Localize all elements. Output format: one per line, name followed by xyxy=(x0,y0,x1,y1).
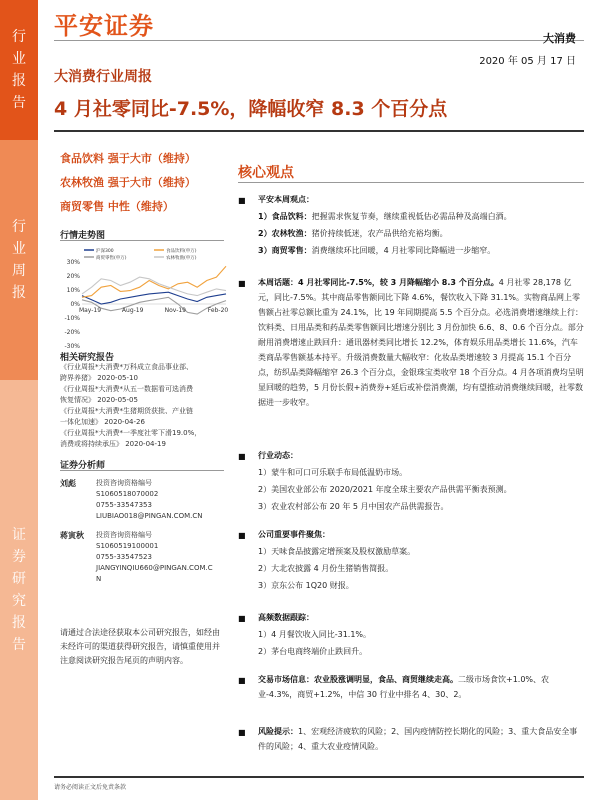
rating-agri: 农林牧渔 强于大市（维持） xyxy=(60,176,196,189)
item-label: 1）食品饮料： xyxy=(258,212,312,221)
band-char: 行 xyxy=(12,29,26,45)
rating-food: 食品饮料 强于大市（维持） xyxy=(60,152,196,165)
section-head: 高频数据跟踪： xyxy=(258,613,314,622)
section-head: 风险提示： xyxy=(258,727,298,736)
band-char: 报 xyxy=(12,73,26,89)
list-item: 3）京东公布 1Q20 财报。 xyxy=(258,581,354,590)
section-industry xyxy=(258,448,584,514)
analyst-line: 0755-33547353 xyxy=(96,501,152,509)
y-tick-label: 10% xyxy=(66,287,80,294)
list-item: 1）4 月餐饮收入同比-31.1%。 xyxy=(258,630,372,639)
ref-line[interactable]: 《行业周报*大消费*生猪期货获批、产业链 xyxy=(60,407,193,415)
band-char: 证 xyxy=(12,527,26,543)
y-tick-label: -30% xyxy=(64,343,80,350)
analyst-line: 投资咨询资格编号 xyxy=(96,531,152,539)
y-tick-label: -10% xyxy=(64,315,80,322)
section-market xyxy=(258,672,584,702)
analyst-email[interactable]: LIUBIAO018@PINGAN.COM.CN xyxy=(96,512,203,520)
analysts-rule xyxy=(60,470,224,471)
x-tick-label: May-19 xyxy=(78,307,102,314)
list-item: 3）农业农村部公布 20 年 5 月中国农产品供需报告。 xyxy=(258,502,449,511)
report-category: 大消费 xyxy=(543,32,576,45)
analyst-info xyxy=(96,478,226,522)
item-text: 把握需求恢复节奏，继续重视低估必需品种及高端白酒。 xyxy=(311,212,512,221)
report-subtitle: 大消费行业周报 xyxy=(54,69,152,85)
section-head: 平安本周观点： xyxy=(258,195,314,204)
analyst-name: 蒋寅秋 xyxy=(60,531,84,540)
bullet-icon: ■ xyxy=(238,452,246,461)
section-head: 交易市场信息：农业股涨调明显，食品、商贸继续走高。 xyxy=(258,675,458,684)
analyst-info xyxy=(96,530,226,585)
x-tick-label: Feb-20 xyxy=(207,307,229,314)
report-date: 2020 年 05 月 17 日 xyxy=(479,56,576,67)
section-week xyxy=(258,192,584,258)
side-band-top xyxy=(0,0,38,140)
band-char: 行 xyxy=(12,219,26,235)
ref-line: 消费或将持续承压》 2020-04-19 xyxy=(60,440,166,448)
section-text: 二级市场食饮+1.0%、农业-4.3%，商贸+1.2%，中信 30 行业中排名 4、30、2。 xyxy=(258,675,550,699)
section-text: 4 月社零 28,178 亿元，同比-7.5%。其中商品零售额同比下降 4.6%，餐饮收入下降 31.1%。实物商品网上零售额占社零总额比重为 24.1%，比 19 年同期提高 5.5 个百分点。必选消费增速继续上行：饮料类、日用品类和药品类零售额同比增速分别比 3 月份加快 6.6、8、0.6 个百分点。部分耐用消费增速止跌回升：通讯器材类同比增长 12.2%，体育娱乐用品类增长 11.6%，汽车类商品零售额基本持平。升级消费数量大幅收窄：化妆品类增速较 3 月提高 15.1 个百分点，纺织品类降幅缩窄 26.3 个百分点，金银珠宝类收窄 18 个百分点。4 月各项消费均呈明显回暖的趋势，5 月份长假+消费券+延后或补偿消费潮，均有望推动消费继续回暖，社零数据进一步收窄。 xyxy=(258,278,584,407)
bullet-icon: ■ xyxy=(238,196,246,205)
item-label: 3）商贸零售： xyxy=(258,246,312,255)
legend-label: 商贸零售(申万) xyxy=(96,256,127,261)
rating-retail: 商贸零售 中性（维持） xyxy=(60,200,174,213)
item-label: 2）农林牧渔： xyxy=(258,229,312,238)
notice-text: 请通过合法途径获取本公司研究报告，如经由未经许可的渠道获得研究报告，请慎重使用并注意阅读研究报告尾页的声明内容。 xyxy=(60,628,220,665)
series-line xyxy=(82,297,226,314)
market-chart xyxy=(58,246,230,356)
list-item: 2）大北农披露 4 月份生猪销售简报。 xyxy=(258,564,394,573)
band-char: 报 xyxy=(12,285,26,301)
item-text: 猪价持续低迷，农产品供给充裕均衡。 xyxy=(311,229,448,238)
bullet-icon: ■ xyxy=(238,676,246,685)
bullet-icon: ■ xyxy=(238,728,246,737)
section-topic xyxy=(258,275,584,410)
ref-line: 一体化加速》 2020-04-26 xyxy=(60,418,145,426)
legend-label: 农林牧渔(申万) xyxy=(166,256,197,261)
ref-line[interactable]: 《行业周报*大消费*万科成立食品事业部、 xyxy=(60,363,193,371)
ref-line[interactable]: 《行业周报*大消费*一季度社零下滑19.0%， xyxy=(60,429,202,437)
analyst-line: 投资咨询资格编号 xyxy=(96,479,152,487)
side-band-mid xyxy=(0,140,38,380)
chart-title-rule xyxy=(60,240,224,241)
analyst-line: S1060519100001 xyxy=(96,542,159,550)
footer-divider xyxy=(54,776,584,778)
y-tick-label: 0% xyxy=(70,301,80,308)
analyst-name: 刘彪 xyxy=(60,479,76,488)
band-char: 研 xyxy=(12,571,26,587)
analysts-title: 证券分析师 xyxy=(60,461,106,471)
core-divider xyxy=(238,182,584,183)
band-char: 告 xyxy=(12,95,26,111)
band-char: 告 xyxy=(12,637,26,653)
section-risk xyxy=(258,724,584,754)
legend-label: 沪深300 xyxy=(96,249,114,254)
band-char: 业 xyxy=(12,241,26,257)
refs-list xyxy=(60,362,220,450)
y-tick-label: 30% xyxy=(66,259,80,266)
report-title: 4 月社零同比-7.5%，降幅收窄 8.3 个百分点 xyxy=(54,98,448,120)
company-logo: 平安证券 xyxy=(54,12,154,40)
ref-line[interactable]: 《行业周报*大消费*从五一数据看可选消费 xyxy=(60,385,193,393)
analyst-email[interactable]: N xyxy=(96,575,102,583)
series-line xyxy=(82,292,226,304)
core-title: 核心观点 xyxy=(238,165,294,181)
item-text: 消费继续环比回暖，4 月社零同比降幅进一步缩窄。 xyxy=(311,246,496,255)
refs-title: 相关研究报告 xyxy=(60,353,115,363)
y-tick-label: -20% xyxy=(64,329,80,336)
bullet-icon: ■ xyxy=(238,279,246,288)
band-char: 究 xyxy=(12,593,26,609)
band-char: 券 xyxy=(12,549,26,565)
section-text: 1、宏观经济疲软的风险；2、国内疫情防控长期化的风险；3、重大食品安全事件的风险；4、重大农业疫情风险。 xyxy=(258,727,578,751)
side-band-bottom xyxy=(0,380,38,800)
analyst-email[interactable]: JIANGYINQIU660@PINGAN.COM.C xyxy=(96,564,213,572)
y-tick-label: 20% xyxy=(66,273,80,280)
section-head: 行业动态： xyxy=(258,451,298,460)
band-char: 周 xyxy=(12,263,26,279)
analyst-line: S1060518070002 xyxy=(96,490,159,498)
section-company xyxy=(258,527,584,593)
legend-label: 食品饮料(申万) xyxy=(166,249,197,254)
x-tick-label: Aug-19 xyxy=(121,307,144,314)
analyst-line: 0755-33547523 xyxy=(96,553,152,561)
list-item: 1）蒙牛和可口可乐联手布局低温奶市场。 xyxy=(258,468,408,477)
section-head: 本周话题：4 月社零同比-7.5%，较 3 月降幅缩小 8.3 个百分点。 xyxy=(258,278,499,287)
band-char: 业 xyxy=(12,51,26,67)
header-divider xyxy=(54,40,584,41)
ref-line: 恢复情况》 2020-05-05 xyxy=(60,396,138,404)
list-item: 2）美国农业部公布 2020/2021 年度全球主要农产品供需平衡表预测。 xyxy=(258,485,512,494)
bullet-icon: ■ xyxy=(238,531,246,540)
bullet-icon: ■ xyxy=(238,614,246,623)
title-divider xyxy=(54,130,584,132)
band-char: 报 xyxy=(12,615,26,631)
footer-disclaimer[interactable]: 请务必阅读正文后免责条款 xyxy=(54,784,127,791)
section-hf xyxy=(258,610,584,659)
x-tick-label: Nov-19 xyxy=(164,307,187,314)
list-item: 1）天味食品披露定增预案及股权激励草案。 xyxy=(258,547,416,556)
ref-line: 跨界养猪》 2020-05-10 xyxy=(60,374,138,382)
list-item: 2）茅台电商终端价止跌回升。 xyxy=(258,647,368,656)
chart-title: 行情走势图 xyxy=(60,231,106,241)
section-head: 公司重要事件聚焦： xyxy=(258,530,330,539)
